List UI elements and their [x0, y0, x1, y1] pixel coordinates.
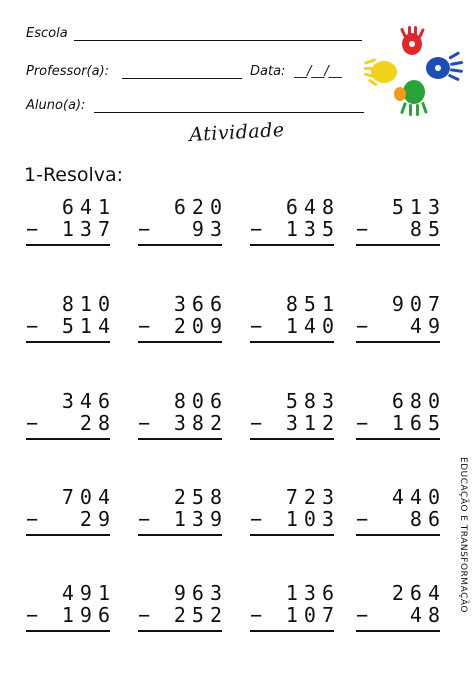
subtrahend-row	[352, 411, 446, 435]
subtrahend: 85	[409, 217, 446, 241]
answer-line[interactable]	[356, 341, 440, 343]
subtraction-problem	[352, 581, 446, 642]
subtrahend-row	[352, 217, 446, 241]
minuend: 648	[285, 195, 340, 219]
answer-line[interactable]	[250, 630, 334, 632]
subtrahend-row	[352, 603, 446, 627]
date-field[interactable]: __/__/__	[294, 64, 342, 79]
subtraction-problem	[22, 195, 116, 256]
minuend-row	[22, 485, 116, 509]
watermark	[456, 420, 470, 650]
answer-line[interactable]	[26, 630, 110, 632]
minuend-row	[134, 581, 228, 605]
minuend: 136	[285, 581, 340, 605]
minuend-row	[352, 195, 446, 219]
subtrahend: 140	[285, 314, 340, 338]
teacher-label: Professor(a):	[26, 64, 110, 79]
minus-sign: −	[250, 217, 263, 241]
minuend-row	[22, 389, 116, 413]
minus-sign: −	[250, 507, 263, 531]
minuend: 641	[61, 195, 116, 219]
minus-sign: −	[250, 314, 263, 338]
subtrahend: 165	[391, 411, 446, 435]
minuend: 806	[173, 389, 228, 413]
minuend: 963	[173, 581, 228, 605]
school-label: Escola	[26, 26, 68, 41]
subtraction-problem	[246, 389, 340, 450]
minuend: 366	[173, 292, 228, 316]
minus-sign: −	[356, 411, 369, 435]
minus-sign: −	[138, 603, 151, 627]
answer-line[interactable]	[26, 244, 110, 246]
answer-line[interactable]	[138, 244, 222, 246]
minuend-row	[134, 195, 228, 219]
subtraction-problem	[134, 581, 228, 642]
minuend-row	[22, 292, 116, 316]
minuend-row	[246, 485, 340, 509]
answer-line[interactable]	[26, 438, 110, 440]
subtraction-problem	[352, 485, 446, 546]
subtraction-problem	[22, 485, 116, 546]
subtraction-problem	[352, 292, 446, 353]
minuend: 680	[391, 389, 446, 413]
subtrahend-row	[246, 314, 340, 338]
minus-sign: −	[26, 507, 39, 531]
subtrahend-row	[22, 314, 116, 338]
subtraction-problem	[246, 292, 340, 353]
minuend: 346	[61, 389, 116, 413]
minuend: 513	[391, 195, 446, 219]
subtrahend-row	[246, 603, 340, 627]
subtrahend-row	[134, 217, 228, 241]
colorful-hands-logo	[362, 24, 468, 118]
subtrahend-row	[246, 217, 340, 241]
subtrahend-row	[22, 411, 116, 435]
subtraction-problem	[22, 292, 116, 353]
minuend: 583	[285, 389, 340, 413]
minuend-row	[134, 292, 228, 316]
subtrahend: 196	[61, 603, 116, 627]
answer-line[interactable]	[356, 438, 440, 440]
minus-sign: −	[26, 411, 39, 435]
subtraction-problem	[246, 581, 340, 642]
minuend-row	[134, 485, 228, 509]
minus-sign: −	[356, 217, 369, 241]
minuend-row	[352, 485, 446, 509]
blue-hand-icon	[426, 51, 463, 81]
minuend: 810	[61, 292, 116, 316]
answer-line[interactable]	[356, 630, 440, 632]
minuend-row	[352, 389, 446, 413]
subtrahend-row	[134, 314, 228, 338]
answer-line[interactable]	[250, 244, 334, 246]
minuend: 258	[173, 485, 228, 509]
subtrahend: 252	[173, 603, 228, 627]
minus-sign: −	[138, 217, 151, 241]
page-title: Atividade	[188, 119, 286, 147]
subtrahend: 103	[285, 507, 340, 531]
answer-line[interactable]	[138, 438, 222, 440]
student-input-line[interactable]	[94, 112, 364, 113]
problem-grid	[0, 196, 450, 666]
minuend: 620	[173, 195, 228, 219]
subtrahend: 382	[173, 411, 228, 435]
minuend-row	[134, 389, 228, 413]
teacher-input-line[interactable]	[122, 78, 242, 79]
student-label: Aluno(a):	[26, 98, 86, 113]
subtrahend-row	[134, 411, 228, 435]
subtraction-problem	[22, 389, 116, 450]
minuend: 723	[285, 485, 340, 509]
subtrahend-row	[22, 603, 116, 627]
answer-line[interactable]	[138, 630, 222, 632]
subtrahend: 312	[285, 411, 340, 435]
answer-line[interactable]	[138, 341, 222, 343]
subtrahend: 48	[409, 603, 446, 627]
minuend: 851	[285, 292, 340, 316]
minus-sign: −	[26, 314, 39, 338]
minus-sign: −	[356, 314, 369, 338]
red-hand-icon	[400, 26, 425, 55]
minus-sign: −	[356, 603, 369, 627]
answer-line[interactable]	[250, 438, 334, 440]
minuend: 440	[391, 485, 446, 509]
subtrahend-row	[246, 411, 340, 435]
subtrahend: 514	[61, 314, 116, 338]
minuend-row	[352, 292, 446, 316]
minus-sign: −	[250, 603, 263, 627]
subtrahend: 107	[285, 603, 340, 627]
subtrahend-row	[22, 507, 116, 531]
answer-line[interactable]	[356, 534, 440, 536]
subtrahend: 28	[79, 411, 116, 435]
subtraction-problem	[134, 292, 228, 353]
minus-sign: −	[138, 507, 151, 531]
minuend-row	[246, 195, 340, 219]
subtraction-problem	[22, 581, 116, 642]
subtrahend-row	[22, 217, 116, 241]
date-label: Data:	[250, 64, 286, 79]
subtrahend: 209	[173, 314, 228, 338]
minuend-row	[22, 581, 116, 605]
subtrahend-row	[134, 507, 228, 531]
minuend-row	[246, 389, 340, 413]
minuend: 907	[391, 292, 446, 316]
subtraction-problem	[246, 485, 340, 546]
orange-accent-icon	[394, 87, 406, 101]
subtrahend: 86	[409, 507, 446, 531]
minus-sign: −	[250, 411, 263, 435]
school-input-line[interactable]	[74, 40, 362, 41]
subtrahend: 49	[409, 314, 446, 338]
subtrahend-row	[352, 507, 446, 531]
minuend-row	[352, 581, 446, 605]
subtrahend-row	[134, 603, 228, 627]
minuend-row	[22, 195, 116, 219]
yellow-hand-icon	[364, 58, 397, 86]
subtrahend: 139	[173, 507, 228, 531]
watermark-text: EDUCAÇÃO E TRANSFORMAÇÃO	[458, 457, 468, 613]
subtraction-problem	[352, 389, 446, 450]
minuend-row	[246, 581, 340, 605]
subtraction-problem	[134, 389, 228, 450]
minuend: 704	[61, 485, 116, 509]
answer-line[interactable]	[356, 244, 440, 246]
subtraction-problem	[134, 195, 228, 256]
minuend: 491	[61, 581, 116, 605]
subtraction-problem	[246, 195, 340, 256]
subtraction-problem	[134, 485, 228, 546]
subtrahend: 93	[191, 217, 228, 241]
minus-sign: −	[356, 507, 369, 531]
minuend-row	[246, 292, 340, 316]
subtrahend: 29	[79, 507, 116, 531]
answer-line[interactable]	[250, 341, 334, 343]
answer-line[interactable]	[250, 534, 334, 536]
answer-line[interactable]	[26, 534, 110, 536]
answer-line[interactable]	[138, 534, 222, 536]
minus-sign: −	[138, 314, 151, 338]
minus-sign: −	[26, 603, 39, 627]
subtrahend: 137	[61, 217, 116, 241]
minus-sign: −	[26, 217, 39, 241]
subtrahend-row	[246, 507, 340, 531]
minus-sign: −	[138, 411, 151, 435]
subtrahend: 135	[285, 217, 340, 241]
exercise-label: 1-Resolva:	[24, 164, 124, 186]
minuend: 264	[391, 581, 446, 605]
subtrahend-row	[352, 314, 446, 338]
subtraction-problem	[352, 195, 446, 256]
answer-line[interactable]	[26, 341, 110, 343]
